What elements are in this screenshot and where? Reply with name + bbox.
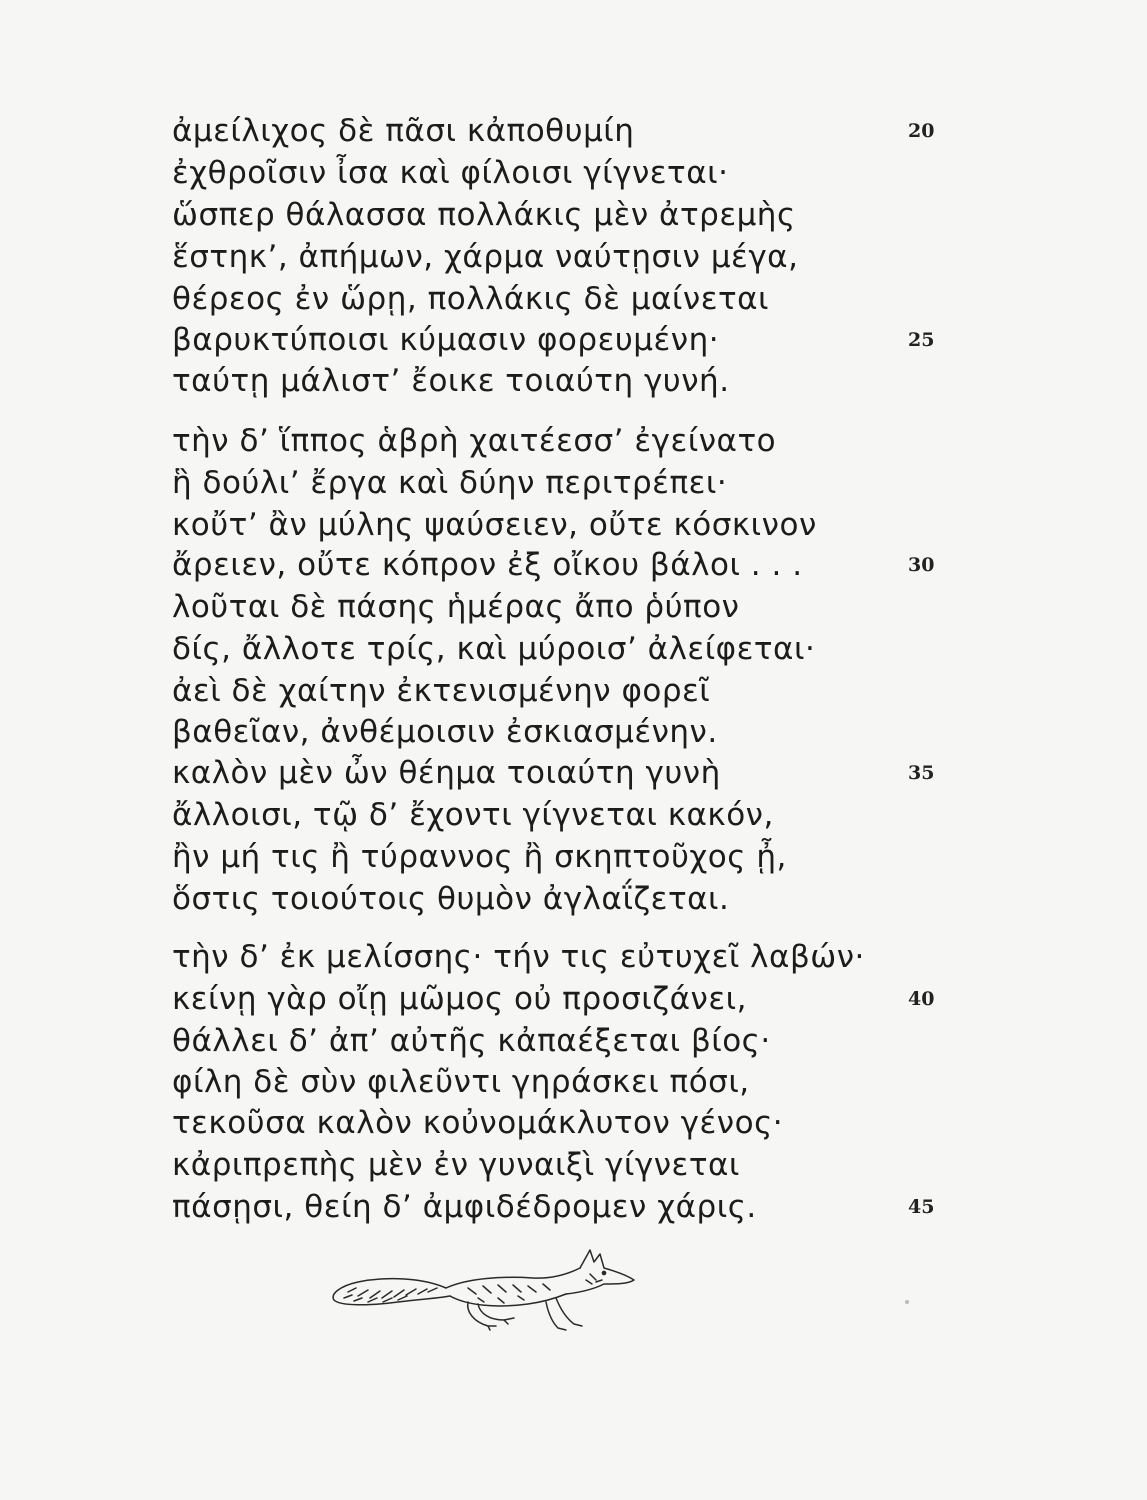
verse-line: ταύτῃ μάλιστ’ ἔοικε τοιαύτη γυνή. bbox=[172, 363, 730, 399]
line-number: 45 bbox=[908, 1196, 935, 1218]
verse-line: φίλη δὲ σὺν φιλεῦντι γηράσκει πόσι, bbox=[172, 1064, 750, 1100]
verse-line: κοὔτ’ ἂν μύλης ψαύσειεν, οὔτε κόσκινον bbox=[172, 507, 817, 543]
verse-line: κείνῃ γὰρ οἴῃ μῶμος οὐ προσιζάνει, bbox=[172, 981, 747, 1017]
verse-line: θάλλει δ’ ἀπ’ αὐτῆς κἀπαέξεται βίος· bbox=[172, 1023, 771, 1059]
paper-speck bbox=[905, 1300, 909, 1304]
verse-line: ἄρειεν, οὔτε κόπρον ἐξ οἴκου βάλοι . . . bbox=[172, 547, 803, 583]
verse-line: κἀριπρεπὴς μὲν ἐν γυναιξὶ γίγνεται bbox=[172, 1147, 740, 1183]
verse-line: βαθεῖαν, ἀνθέμοισιν ἐσκιασμένην. bbox=[172, 714, 718, 750]
verse-line: καλὸν μὲν ὦν θέημα τοιαύτη γυνὴ bbox=[172, 755, 721, 791]
verse-line: ἀεὶ δὲ χαίτην ἐκτενισμένην φορεῖ bbox=[172, 673, 711, 709]
verse-line: τεκοῦσα καλὸν κοὐνομάκλυτον γένος· bbox=[172, 1105, 784, 1141]
line-number: 20 bbox=[908, 120, 935, 142]
verse-line: βαρυκτύποισι κύμασιν φορευμένη· bbox=[172, 322, 720, 358]
verse-line: λοῦται δὲ πάσης ἡμέρας ἄπο ῥύπον bbox=[172, 589, 740, 625]
verse-line: πάσῃσι, θείη δ’ ἀμφιδέδρομεν χάρις. bbox=[172, 1189, 757, 1225]
verse-line: θέρεος ἐν ὥρῃ, πολλάκις δὲ μαίνεται bbox=[172, 281, 770, 317]
line-number: 35 bbox=[908, 762, 935, 784]
verse-line: δίς, ἄλλοτε τρίς, καὶ μύροισ’ ἀλείφεται· bbox=[172, 631, 816, 667]
verse-line: ἐχθροῖσιν ἶσα καὶ φίλοισι γίγνεται· bbox=[172, 155, 729, 191]
verse-line: ἢν μή τις ἢ τύραννος ἢ σκηπτοῦχος ᾖ, bbox=[172, 839, 787, 875]
verse-line: ἀμείλιχος δὲ πᾶσι κἀποθυμίη bbox=[172, 113, 635, 149]
verse-line: ὅστις τοιούτοις θυμὸν ἀγλαΐζεται. bbox=[172, 881, 730, 917]
line-number: 40 bbox=[908, 988, 935, 1010]
verse-line: ὥσπερ θάλασσα πολλάκις μὲν ἀτρεμὴς bbox=[172, 197, 796, 233]
fox-illustration-icon bbox=[328, 1248, 638, 1338]
line-number: 30 bbox=[908, 554, 935, 576]
verse-line: τὴν δ’ ἵππος ἁβρὴ χαιτέεσσ’ ἐγείνατο bbox=[172, 423, 777, 459]
line-number: 25 bbox=[908, 329, 935, 351]
verse-line: ἕστηκ’, ἀπήμων, χάρμα ναύτῃσιν μέγα, bbox=[172, 239, 799, 275]
verse-line: ἣ δούλι’ ἔργα καὶ δύην περιτρέπει· bbox=[172, 465, 728, 501]
verse-line: τὴν δ’ ἐκ μελίσσης· τήν τις εὐτυχεῖ λαβών· bbox=[172, 939, 865, 975]
verse-line: ἄλλοισι, τῷ δ’ ἔχοντι γίγνεται κακόν, bbox=[172, 797, 774, 833]
